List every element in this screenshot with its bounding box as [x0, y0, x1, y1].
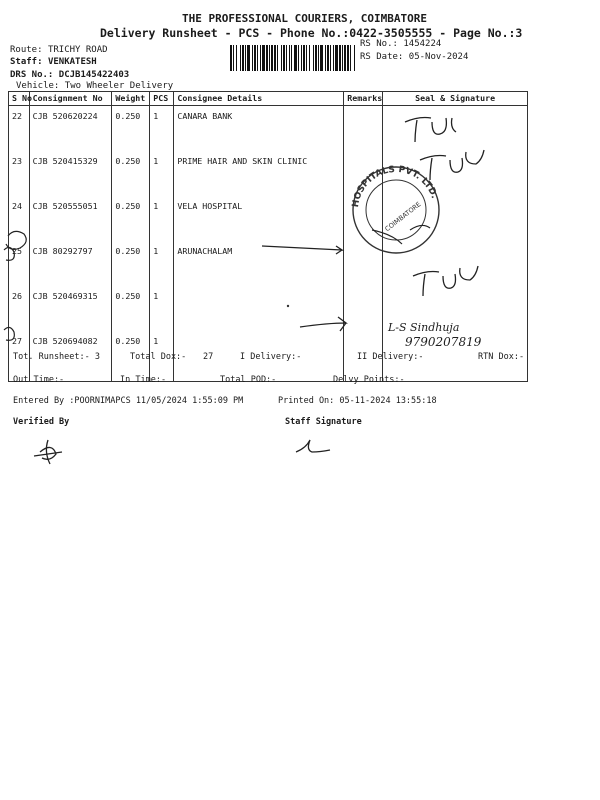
cell-signature — [383, 286, 528, 331]
stamp-city-text: COIMBATORE — [383, 200, 423, 234]
rs-no-label: RS No.: — [360, 39, 398, 49]
cell-consignment: CJB 80292797 — [29, 241, 112, 286]
barcode-bar — [254, 45, 256, 71]
staff-line — [10, 57, 97, 67]
table-row — [9, 286, 528, 331]
cell-pcs: 1 — [150, 241, 174, 286]
barcode-bar — [318, 45, 319, 71]
table-header-row — [9, 92, 528, 106]
barcode-bar — [339, 45, 341, 71]
barcode-bar — [252, 45, 253, 71]
total-pod: Total POD:- — [220, 375, 277, 385]
barcode-bar — [354, 45, 355, 71]
barcode-bar — [274, 45, 276, 71]
cell-remarks — [344, 151, 383, 196]
barcode-bar — [230, 45, 232, 71]
drs-line — [10, 70, 129, 80]
runsheet-title: Delivery Runsheet - PCS - Phone No.:0422-3505555 - Page No.:3 — [100, 26, 523, 40]
company-name: THE PROFESSIONAL COURIERS, COIMBATORE — [182, 12, 428, 25]
rs-no-line — [360, 39, 441, 49]
entered-by: Entered By :POORNIMAPCS 11/05/2024 1:55:09 PM — [13, 396, 244, 406]
col-header-sno: S No — [9, 92, 30, 106]
barcode-bar — [269, 45, 270, 71]
drs-value: DCJB145422403 — [58, 70, 130, 80]
total-dox-value: 27 — [203, 352, 214, 362]
signature-row27-phone: 9790207819 — [405, 335, 482, 349]
barcode-bar — [257, 45, 258, 71]
barcode-bar — [266, 45, 268, 71]
out-time: Out Time:- — [13, 375, 65, 385]
runsheet-table — [8, 91, 528, 382]
col-header-weight: Weight — [112, 92, 150, 106]
vehicle-line — [16, 81, 173, 91]
cell-pcs: 1 — [150, 106, 174, 152]
barcode-bar — [303, 45, 305, 71]
barcode-bar — [342, 45, 343, 71]
barcode-bar — [247, 45, 250, 71]
col-header-seal-signature: Seal & Signature — [383, 92, 528, 106]
cell-pcs: 1 — [150, 286, 174, 331]
col-header-consignment: Consignment No — [29, 92, 112, 106]
barcode-bar — [333, 45, 334, 71]
cell-consignee — [174, 286, 344, 331]
tot-runsheet: Tot. Runsheet:- 3 — [13, 352, 100, 362]
route-line — [10, 45, 108, 55]
signature-row27-name: L-S Sindhuja — [388, 321, 460, 334]
barcode-bar — [240, 45, 241, 71]
barcode-bar — [236, 45, 237, 71]
cell-signature — [383, 241, 528, 286]
verified-by-signature — [34, 440, 62, 464]
barcode — [229, 45, 356, 71]
barcode-bar — [301, 45, 302, 71]
barcode-bar — [347, 45, 349, 71]
barcode-bar — [291, 45, 292, 71]
cell-consignment: CJB 520694082 — [29, 331, 112, 382]
barcode-bar — [262, 45, 265, 71]
i-delivery: I Delivery:- — [240, 352, 302, 362]
table-row — [9, 151, 528, 196]
rtn-dox: RTN Dox:- — [478, 352, 525, 362]
rs-date-label: RS Date: — [360, 52, 404, 62]
barcode-bar — [313, 45, 314, 71]
cell-sno: 27 — [9, 331, 30, 382]
cell-consignee: VELA HOSPITAL — [174, 196, 344, 241]
vehicle-label: Vehicle: — [16, 81, 60, 91]
cell-weight: 0.250 — [112, 286, 150, 331]
cell-weight: 0.250 — [112, 106, 150, 152]
vehicle-value: Two Wheeler Delivery — [64, 81, 174, 91]
col-header-remarks: Remarks — [344, 92, 383, 106]
cell-sno: 25 — [9, 241, 30, 286]
barcode-bar — [260, 45, 261, 71]
cell-consignee: CANARA BANK — [174, 106, 344, 152]
table-row — [9, 241, 528, 286]
cell-sno: 24 — [9, 196, 30, 241]
verified-by: Verified By — [13, 417, 70, 427]
cell-remarks — [344, 106, 383, 152]
cell-signature — [383, 196, 528, 241]
barcode-bar — [306, 45, 307, 71]
staff-label: Staff: — [10, 57, 43, 67]
cell-remarks — [344, 196, 383, 241]
barcode-bar — [271, 45, 273, 71]
cell-signature — [383, 151, 528, 196]
total-dox-label: Total Dox:- — [130, 352, 187, 362]
barcode-bar — [344, 45, 346, 71]
barcode-bar — [330, 45, 331, 71]
cell-consignee: ARUNACHALAM — [174, 241, 344, 286]
barcode-bar — [277, 45, 278, 71]
barcode-bar — [294, 45, 297, 71]
barcode-bar — [245, 45, 246, 71]
barcode-bar — [233, 45, 234, 71]
cell-weight: 0.250 — [112, 331, 150, 382]
cell-pcs: 1 — [150, 331, 174, 382]
in-time: In Time:- — [120, 375, 167, 385]
barcode-bar — [289, 45, 290, 71]
drs-label: DRS No.: — [10, 70, 54, 80]
barcode-bar — [350, 45, 351, 71]
cell-consignment: CJB 520415329 — [29, 151, 112, 196]
barcode-bar — [242, 45, 244, 71]
barcode-bar — [327, 45, 329, 71]
cell-consignment: CJB 520469315 — [29, 286, 112, 331]
col-header-pcs: PCS — [150, 92, 174, 106]
rs-no-value: 1454224 — [403, 39, 442, 49]
barcode-bar — [298, 45, 299, 71]
delvy-points: Delvy Points:- — [333, 375, 405, 385]
barcode-bar — [281, 45, 282, 71]
barcode-bar — [315, 45, 317, 71]
rs-date-line — [360, 52, 468, 62]
barcode-bar — [325, 45, 326, 71]
printed-on: Printed On: 05-11-2024 13:55:18 — [278, 396, 437, 406]
cell-consignment: CJB 520555051 — [29, 196, 112, 241]
barcode-bar — [335, 45, 338, 71]
barcode-bar — [283, 45, 285, 71]
cell-pcs: 1 — [150, 196, 174, 241]
cell-sno: 22 — [9, 106, 30, 152]
cell-sno: 26 — [9, 286, 30, 331]
cell-pcs: 1 — [150, 151, 174, 196]
cell-consignee: PRIME HAIR AND SKIN CLINIC — [174, 151, 344, 196]
cell-consignment: CJB 520620224 — [29, 106, 112, 152]
cell-sno: 23 — [9, 151, 30, 196]
table-row — [9, 196, 528, 241]
ii-delivery: II Delivery:- — [357, 352, 424, 362]
col-header-consignee: Consignee Details — [174, 92, 344, 106]
barcode-bar — [320, 45, 323, 71]
cell-weight: 0.250 — [112, 196, 150, 241]
cell-remarks — [344, 241, 383, 286]
table-row — [9, 106, 528, 152]
rs-date-value: 05-Nov-2024 — [408, 52, 469, 62]
staff-signature-label: Staff Signature — [285, 417, 362, 427]
staff-signature-mark — [296, 440, 330, 452]
cell-signature — [383, 106, 528, 152]
barcode-bar — [286, 45, 287, 71]
cell-weight: 0.250 — [112, 241, 150, 286]
barcode-bar — [309, 45, 310, 71]
route-value: TRICHY ROAD — [47, 45, 108, 55]
cell-weight: 0.250 — [112, 151, 150, 196]
stamp-outer-text: HOSPITALS PVT. LTD. — [350, 164, 440, 209]
staff-value: VENKATESH — [47, 57, 97, 67]
route-label: Route: — [10, 45, 43, 55]
cell-remarks — [344, 286, 383, 331]
